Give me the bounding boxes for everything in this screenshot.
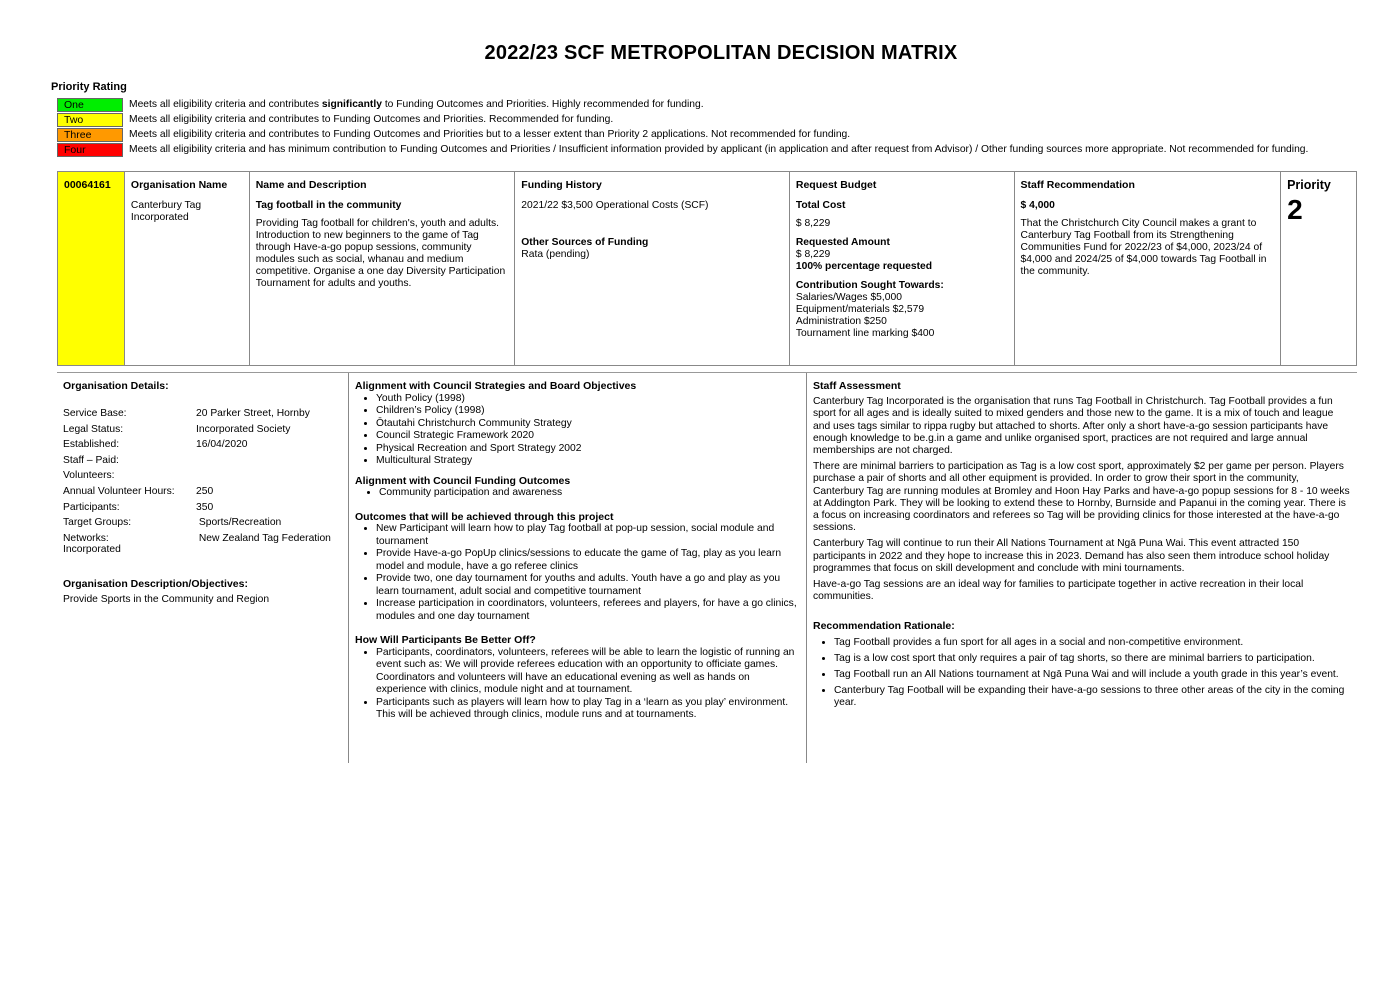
staff-assessment-column bbox=[806, 373, 1357, 763]
contribution-item: Tournament line marking $400 bbox=[795, 328, 935, 339]
list-item: • Children’s Policy (1998) bbox=[376, 405, 800, 418]
priority-cell bbox=[1281, 172, 1356, 365]
detail-key: Participants: bbox=[63, 501, 120, 513]
achieved-outcomes-list bbox=[355, 523, 800, 623]
organisation-name: Canterbury Tag Incorporated bbox=[130, 200, 202, 223]
detail-row bbox=[63, 438, 342, 454]
decision-matrix-row bbox=[57, 171, 1357, 366]
detail-value: 350 bbox=[196, 501, 214, 513]
request-budget-heading: Request Budget bbox=[795, 179, 877, 191]
contribution-item: Equipment/materials $2,579 bbox=[795, 304, 925, 315]
priority-two-swatch: Two bbox=[57, 113, 123, 127]
detail-key: Service Base: bbox=[63, 408, 127, 420]
detail-value: 20 Parker Street, Hornby bbox=[196, 408, 310, 420]
staff-assessment-heading: Staff Assessment bbox=[813, 380, 901, 392]
alignment-column bbox=[348, 373, 806, 763]
list-item: • Increase participation in coordinators, volunteers, referees and players, for have a go clinics, modules and one day tournament bbox=[376, 598, 800, 623]
organisation-description-heading: Organisation Description/Objectives: bbox=[63, 578, 248, 591]
priority-legend-row bbox=[57, 112, 1308, 127]
priority-two-text: Meets all eligibility criteria and contributes to Funding Outcomes and Priorities. Recommended for funding. bbox=[129, 114, 614, 125]
details-section bbox=[57, 373, 1357, 763]
project-heading: Name and Description bbox=[255, 179, 367, 191]
priority-one-text bbox=[129, 99, 704, 110]
list-item: • Council Strategic Framework 2020 bbox=[376, 430, 800, 443]
funding-outcomes-heading: Alignment with Council Funding Outcomes bbox=[355, 474, 571, 487]
list-item: • Participants such as players will learn how to play Tag in a ‘learn as you play’ environment. This will be achieved through clinics, module runs and at tournaments. bbox=[376, 697, 800, 722]
priority-three-text: Meets all eligibility criteria and contributes to Funding Outcomes and Priorities but to a lesser extent than Priority 2 applications. Not recommended for funding. bbox=[129, 129, 851, 140]
list-item: • Tag Football provides a fun sport for all ages in a social and non-competitive environment. bbox=[834, 637, 1351, 649]
priority-legend bbox=[57, 97, 1308, 157]
priority-four-text: Meets all eligibility criteria and has minimum contribution to Funding Outcomes and Priorities / Insufficient information provided by applicant (in application and after request from Advisor) / Other funding sources more appropriate. Not recommended for funding. bbox=[129, 144, 1309, 155]
organisation-heading: Organisation Name bbox=[130, 179, 228, 191]
organisation-description: Provide Sports in the Community and Region bbox=[63, 593, 270, 605]
organisation-details-column bbox=[57, 373, 348, 763]
list-item: • Youth Policy (1998) bbox=[376, 393, 800, 406]
legend-emphasis: significantly bbox=[321, 99, 382, 110]
detail-key: Legal Status: bbox=[63, 423, 124, 435]
priority-value: 2 bbox=[1287, 194, 1303, 225]
better-off-heading: How Will Participants Be Better Off? bbox=[355, 634, 536, 646]
list-item: • Physical Recreation and Sport Strategy 2002 bbox=[376, 443, 800, 456]
priority-heading: Priority bbox=[1287, 178, 1331, 192]
rationale-heading: Recommendation Rationale: bbox=[813, 620, 955, 633]
detail-value: Sports/Recreation bbox=[196, 517, 282, 529]
request-budget-cell bbox=[790, 172, 1015, 365]
priority-three-swatch: Three bbox=[57, 128, 123, 142]
project-description: Providing Tag football for children's, youth and adults. Introduction to new beginners to the game of Tag through Have-a-go popup sessions, community modules such as social, whanau and medium competitive. Organise a one day Diversity Participation Tournament for adults and youths. bbox=[255, 218, 506, 289]
organisation-cell bbox=[125, 172, 250, 365]
priority-four-swatch: Four bbox=[57, 143, 123, 157]
detail-key: Networks: bbox=[63, 532, 109, 544]
legend-text-part: to Funding Outcomes and Priorities. Highly recommended for funding. bbox=[381, 99, 704, 110]
list-item: • Canterbury Tag Football will be expanding their have-a-go sessions to three other areas of the city in the coming year. bbox=[834, 685, 1351, 709]
detail-value: Incorporated Society bbox=[196, 423, 291, 435]
staff-recommendation-cell bbox=[1015, 172, 1282, 365]
funding-history-heading: Funding History bbox=[521, 179, 602, 191]
assessment-paragraph: Have-a-go Tag sessions are an ideal way for families to participate together in active recreation in their local communities. bbox=[813, 579, 1304, 603]
requested-amount-label: Requested Amount bbox=[795, 237, 890, 248]
staff-recommendation-heading: Staff Recommendation bbox=[1020, 179, 1135, 191]
legend-text-part: Meets all eligibility criteria and contributes bbox=[129, 99, 322, 110]
total-cost-label: Total Cost bbox=[795, 200, 846, 211]
priority-one-swatch: One bbox=[57, 98, 123, 112]
list-item: • Tag is a low cost sport that only requires a pair of tag shorts, so there are minimal barriers to participation. bbox=[834, 653, 1351, 665]
list-item: • Tag Football run an All Nations tournament at Ngā Puna Wai and will include a youth grade in this year’s event. bbox=[834, 669, 1351, 681]
detail-row bbox=[63, 453, 342, 469]
application-id: 00064161 bbox=[64, 179, 111, 191]
detail-value: 250 bbox=[196, 486, 214, 498]
assessment-paragraph: Canterbury Tag Incorporated is the organisation that runs Tag Football in Christchurch. Tag Football provides a fun sport for all ages and is ideally suited to mixed genders and those new to the game. It is a mix of touch and league and uses tags similar to rippa rugby but attached to shorts. After only a short have-a-go session participants have enough knowledge to be.g.in a game and unlike organised sport, practices are not required and large annual memberships are not charged. bbox=[813, 396, 1334, 457]
strategies-list bbox=[355, 393, 800, 468]
priority-legend-row bbox=[57, 127, 1308, 142]
detail-row bbox=[63, 469, 342, 485]
detail-key: Target Groups: bbox=[63, 517, 132, 529]
application-id-cell bbox=[58, 172, 125, 365]
recommendation-text: That the Christchurch City Council makes a grant to Canterbury Tag Football from its Strengthening Communities Fund for 2022/23 of $4,000, 2023/24 of $4,000 and 2024/25 of $4,000 towards Tag Football in the community. bbox=[1020, 218, 1267, 277]
recommended-amount: $ 4,000 bbox=[1020, 200, 1055, 211]
page-title: 2022/23 SCF METROPOLITAN DECISION MATRIX bbox=[484, 42, 958, 64]
other-funding-value: Rata (pending) bbox=[521, 249, 590, 260]
detail-key: Volunteers: bbox=[63, 470, 115, 482]
funding-history-cell bbox=[515, 172, 790, 365]
list-item: • Ōtautahi Christchurch Community Strategy bbox=[376, 418, 800, 431]
list-item: • Provide Have-a-go PopUp clinics/sessions to educate the game of Tag, play as you learn model and module, have a go referee clinics bbox=[376, 548, 800, 573]
assessment-paragraph: There are minimal barriers to participation as Tag is a low cost sport, approximately $2 per game per person. Players purchase a pair of shorts and all other equipment is provided. In order to grow their sport in the community, Canterbury Tag are running modules at Bromley and Hoon Hay Parks and have-a-go popup sessions for 8 - 10 weeks at Addington Park. They will be looking to extend these to Hornby, Burnside and Papanui in the coming year. There is a focus on increasing coordinators and referees so Tag will be providing clinics for those interested at the have-a-go sessions. bbox=[813, 461, 1350, 534]
detail-value: New Zealand Tag Federation bbox=[196, 532, 331, 544]
detail-row bbox=[63, 422, 342, 438]
list-item: • Participants, coordinators, volunteers, referees will be able to learn the logistic of running an event such as: We will provide referees education with an opportunity to officiate games. Coordinators and volunteers will have an educational evening as well as hands on experience with clinics, module night and at tournament. bbox=[376, 647, 800, 697]
detail-row bbox=[63, 516, 342, 532]
contribution-item: Salaries/Wages $5,000 bbox=[795, 292, 902, 303]
priority-rating-label: Priority Rating bbox=[51, 81, 127, 93]
project-name: Tag football in the community bbox=[255, 200, 402, 211]
networks-continued: Incorporated bbox=[63, 543, 121, 555]
contribution-label: Contribution Sought Towards: bbox=[795, 280, 944, 291]
detail-row bbox=[63, 484, 342, 500]
detail-key: Established: bbox=[63, 439, 120, 451]
organisation-details-heading: Organisation Details: bbox=[63, 380, 169, 392]
priority-legend-row bbox=[57, 142, 1308, 157]
total-cost-value: $ 8,229 bbox=[795, 218, 831, 229]
list-item: • Multicultural Strategy bbox=[376, 455, 800, 468]
requested-amount-value: $ 8,229 bbox=[795, 249, 831, 260]
list-item: • Provide two, one day tournament for youths and adults. Youth have a go and play as you learn tournament, adult social and competitive tournament bbox=[376, 573, 800, 598]
project-cell bbox=[250, 172, 516, 365]
detail-key: Staff – Paid: bbox=[63, 454, 119, 466]
detail-value: 16/04/2020 bbox=[196, 439, 248, 451]
other-funding-heading: Other Sources of Funding bbox=[521, 237, 649, 248]
detail-row bbox=[63, 407, 342, 423]
contribution-item: Administration $250 bbox=[795, 316, 887, 327]
detail-key: Annual Volunteer Hours: bbox=[63, 486, 175, 498]
funding-outcomes-list bbox=[355, 487, 800, 500]
priority-legend-row bbox=[57, 97, 1308, 112]
list-item: • New Participant will learn how to play Tag football at pop-up session, social module and tournament bbox=[376, 523, 800, 548]
percentage-requested: 100% percentage requested bbox=[795, 261, 933, 272]
detail-row bbox=[63, 500, 342, 516]
strategies-heading: Alignment with Council Strategies and Board Objectives bbox=[355, 380, 637, 392]
achieved-outcomes-heading: Outcomes that will be achieved through this project bbox=[355, 510, 614, 523]
rationale-list bbox=[813, 637, 1351, 710]
list-item: • Community participation and awareness bbox=[379, 487, 800, 500]
funding-history-entry: 2021/22 $3,500 Operational Costs (SCF) bbox=[521, 200, 709, 211]
better-off-list bbox=[355, 647, 800, 722]
assessment-paragraph: Canterbury Tag will continue to run their All Nations Tournament at Ngā Puna Wai. This event attracted 150 participants in 2022 and they hope to increase this in 2023. Demand has also seen them introduce school holiday programmes that focus on skill development and conclude with mini tournaments. bbox=[813, 538, 1330, 574]
